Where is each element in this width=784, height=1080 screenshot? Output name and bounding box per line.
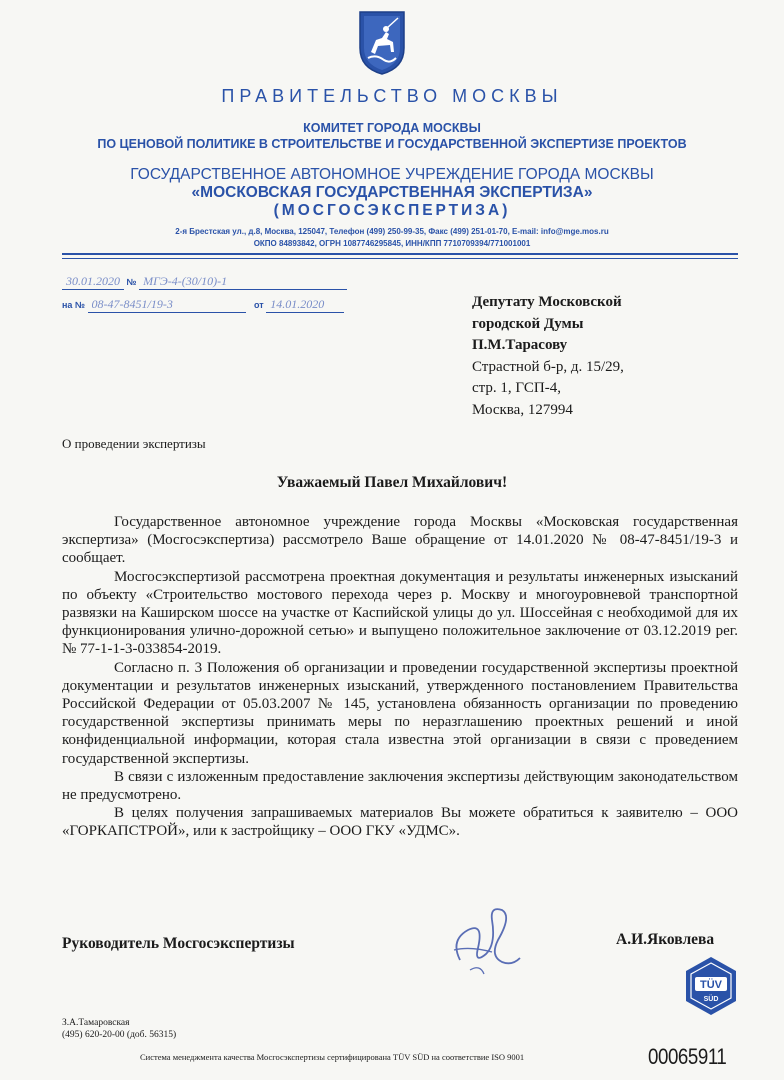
addressee-line-3: П.М.Тарасову: [472, 337, 568, 353]
addressee-block: [472, 292, 742, 421]
addressee-line-6: Москва, 127994: [472, 401, 573, 418]
addressee-line-1: Депутату Московской: [472, 294, 622, 310]
outgoing-number: МГЭ-4-(30/10)-1: [139, 274, 347, 290]
signatory-position: Руководитель Мосгосэкспертизы: [62, 935, 295, 952]
contacts-line-1: 2-я Брестская ул., д.8, Москва, 125047, Телефон (499) 250-99-35, Факс (499) 251-01-70, E-mail: info@mge.mos.ru: [175, 227, 609, 236]
handwritten-signature-icon: [440, 900, 530, 980]
reference-number-line: [62, 297, 344, 313]
reference-date-label: от: [254, 300, 264, 310]
svg-text:SÜD: SÜD: [703, 996, 719, 1003]
letter-subject: О проведении экспертизы: [62, 436, 206, 451]
outgoing-number-line: [62, 274, 347, 290]
svg-text:TÜV: TÜV: [700, 979, 722, 991]
body-paragraph-5: В целях получения запрашиваемых материалов Вы можете обратиться к заявителю – ООО «ГОРКАПСТРОЙ», или к застройщику – ООО ГКУ «УДМС».: [62, 805, 738, 840]
moscow-coat-of-arms-icon: [356, 8, 408, 76]
committee-name: [0, 120, 784, 152]
reference-label: на №: [62, 300, 85, 310]
addressee-line-4: Страстной б-р, д. 15/29,: [472, 358, 624, 375]
signatory-name: А.И.Яковлева: [616, 931, 715, 948]
organization-contacts: [0, 226, 784, 250]
header-divider-bottom: [62, 258, 738, 259]
organization-line-2: «МОСКОВСКАЯ ГОСУДАРСТВЕННАЯ ЭКСПЕРТИЗА»: [191, 184, 593, 201]
iso-certification-note: Система менеджмента качества Мосгосэкспертизы сертифицирована TÜV SÜD на соответствие ISO 9001: [140, 1052, 525, 1062]
outgoing-date: 30.01.2020: [62, 274, 124, 290]
reference-date: 14.01.2020: [266, 297, 344, 313]
executor-phone: (495) 620-20-00 (доб. 56315): [62, 1030, 177, 1040]
outgoing-number-label: №: [126, 277, 137, 287]
body-paragraph-2: Мосгосэкспертизой рассмотрена проектная документация и результаты инженерных изысканий по объекту «Строительство мостового перехода через р. Москву и многоуровневой транспортной развязки на Каширском шоссе на участке от Каспийской улицы до ул. Шоссейная с необходимой для их функционирования улично-дорожной сетью» и выпущено положительное заключение от 03.12.2019 рег. № 77-1-1-3-033854-2019.: [62, 568, 738, 658]
letter-body: [62, 513, 738, 841]
executor-block: [62, 1017, 176, 1041]
reference-number: 08-47-8451/19-3: [88, 297, 246, 313]
serial-number: 00065911: [648, 1044, 727, 1069]
header-divider-top: [62, 253, 738, 255]
body-paragraph-3: Согласно п. 3 Положения об организации и проведении государственной экспертизы проектной документации и результатов инженерных изысканий, утвержденного постановлением Правительства Российской Федерации от 05.03.2007 № 145, установлена обязанность организации по проведению государственной экспертизы принимать меры по неразглашению проектных решений и иной конфиденциальной информации, которая стала известна этой организации в связи с проведением государственной экспертизы.: [62, 659, 738, 767]
tuv-sud-logo-icon: [680, 955, 742, 1017]
committee-line-1: КОМИТЕТ ГОРОДА МОСКВЫ: [303, 121, 481, 135]
executor-name: З.А.Тамаровская: [62, 1018, 130, 1028]
body-paragraph-1: Государственное автономное учреждение города Москвы «Московская государственная экспертиза» (Мосгосэкспертиза) рассмотрело Ваше обращение от 14.01.2020 № 08-47-8451/19-3 и сообщает.: [62, 514, 738, 567]
salutation: Уважаемый Павел Михайлович!: [276, 474, 508, 491]
organization-line-1: ГОСУДАРСТВЕННОЕ АВТОНОМНОЕ УЧРЕЖДЕНИЕ ГОРОДА МОСКВЫ: [130, 166, 654, 183]
organization-line-3: (МОСГОСЭКСПЕРТИЗА): [273, 202, 511, 219]
government-title: ПРАВИТЕЛЬСТВО МОСКВЫ: [221, 86, 563, 106]
contacts-line-2: ОКПО 84893842, ОГРН 1087746295845, ИНН/КПП 7710709394/771001001: [253, 239, 531, 248]
body-paragraph-4: В связи с изложенным предоставление заключения экспертизы действующим законодательством не предусмотрено.: [62, 768, 738, 804]
addressee-line-2: городской Думы: [472, 315, 584, 332]
committee-line-2: ПО ЦЕНОВОЙ ПОЛИТИКЕ В СТРОИТЕЛЬСТВЕ И ГОСУДАРСТВЕННОЙ ЭКСПЕРТИЗЕ ПРОЕКТОВ: [97, 137, 687, 151]
addressee-line-5: стр. 1, ГСП-4,: [472, 380, 561, 396]
organization-name: [0, 166, 784, 220]
